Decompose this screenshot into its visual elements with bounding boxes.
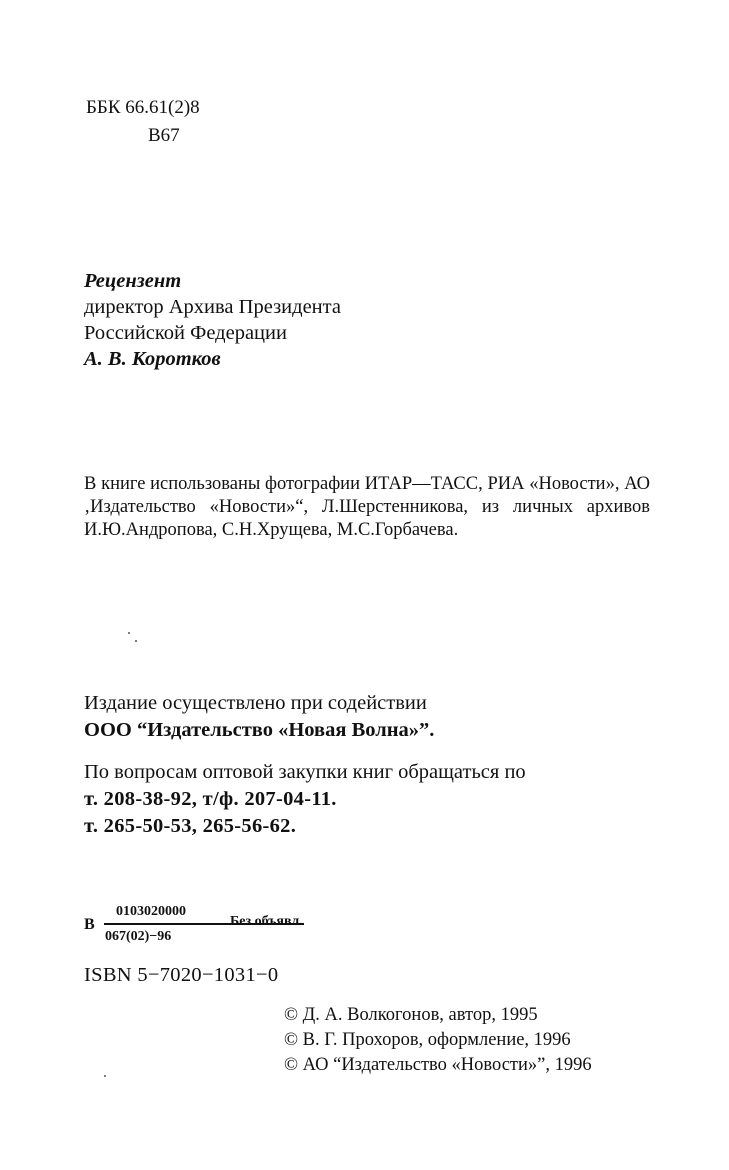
photo-credits: В книге использованы фотографии ИТАР—ТАСС, РИА «Новости», АО ‚Издательство «Новости»“, Л.Шерстенникова, из личных архивов И.Ю.Андропова, С.Н.Хрущева, М.С.Горбачева. xyxy=(84,474,650,540)
catalog-numerator: 0103020000 xyxy=(116,904,186,919)
bbk-block xyxy=(86,94,200,150)
catalog-note: Без объявл. xyxy=(230,914,303,929)
catalog-letter: В xyxy=(84,916,95,933)
edition-note xyxy=(84,690,434,744)
reviewer-name: А. В. Коротков xyxy=(84,348,221,370)
catalog-denominator: 067(02)−96 xyxy=(105,929,172,944)
edition-publisher: ООО “Издательство «Новая Волна»”. xyxy=(84,719,435,741)
scan-speck xyxy=(135,640,137,642)
copyright-author: © Д. А. Волкогонов, автор, 1995 xyxy=(284,1005,538,1025)
phone-line2: т. 265-50-53, 265-56-62. xyxy=(84,815,297,837)
bbk-code: ББК 66.61(2)8 xyxy=(86,97,200,118)
reviewer-position-line1: директор Архива Президента xyxy=(84,296,341,318)
author-mark: В67 xyxy=(148,125,180,146)
phone-line1: т. 208-38-92, т/ф. 207-04-11. xyxy=(84,788,337,810)
contacts-intro: По вопросам оптовой закупки книг обращаться по xyxy=(84,761,526,783)
copyright-block xyxy=(284,1003,592,1078)
isbn: ISBN 5−7020−1031−0 xyxy=(84,964,279,986)
edition-line1: Издание осуществлено при содействии xyxy=(84,692,427,714)
copyright-publisher: © АО “Издательство «Новости»”, 1996 xyxy=(284,1055,592,1075)
wholesale-contacts xyxy=(84,759,526,840)
reviewer-position-line2: Российской Федерации xyxy=(84,322,287,344)
scan-speck xyxy=(128,632,130,634)
scan-speck xyxy=(104,1075,106,1077)
reviewer-block xyxy=(84,268,341,372)
copyright-design: © В. Г. Прохоров, оформление, 1996 xyxy=(284,1030,571,1050)
reviewer-role: Рецензент xyxy=(84,270,182,292)
